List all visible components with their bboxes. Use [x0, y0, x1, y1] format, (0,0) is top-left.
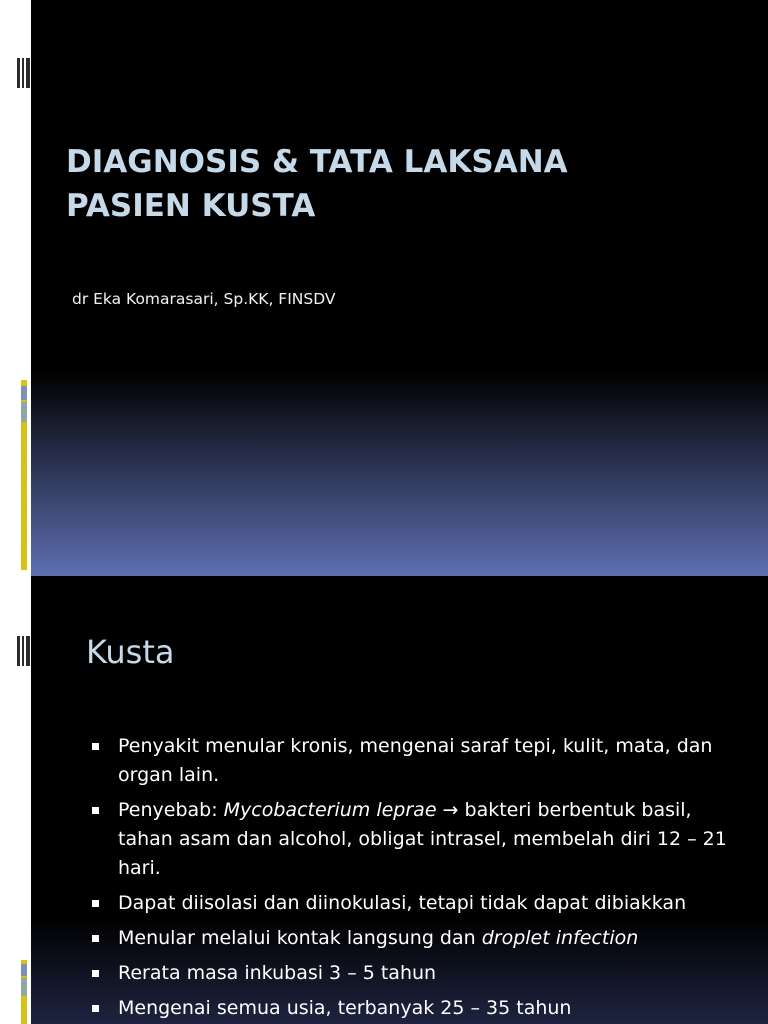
accent-bar-blue [21, 964, 27, 976]
slide-heading: Kusta [86, 633, 175, 671]
bullet-item: Penyakit menular kronis, mengenai saraf tepi, kulit, mata, dan organ lain. [92, 732, 732, 790]
bullet-item: Penyebab: Mycobacterium leprae → bakteri berbentuk basil, tahan asam dan alcohol, obligat intrasel, membelah diri 12 – 21 hari. [92, 796, 732, 883]
bullet-item: Dapat diisolasi dan diinokulasi, tetapi tidak dapat dibiakkan [92, 889, 732, 918]
bullet-item: Rerata masa inkubasi 3 – 5 tahun [92, 959, 732, 988]
title-line-1: DIAGNOSIS & TATA LAKSANA [66, 144, 568, 180]
accent-bar-blue [21, 386, 27, 400]
bullet-item: Mengenai semua usia, terbanyak 25 – 35 tahun [92, 994, 732, 1023]
slide-marker-icon [17, 58, 30, 88]
slide-title-heading [66, 140, 706, 228]
slide-author: dr Eka Komarasari, Sp.KK, FINSDV [72, 290, 336, 308]
accent-bar-teal [21, 978, 27, 996]
slide-marker-icon [17, 636, 30, 666]
title-line-2: PASIEN KUSTA [66, 188, 316, 224]
bullet-item: Menular melalui kontak langsung dan droplet infection [92, 924, 732, 953]
accent-bar-teal [21, 402, 27, 422]
slide-kusta [0, 576, 768, 1024]
bullet-list [92, 732, 732, 1024]
